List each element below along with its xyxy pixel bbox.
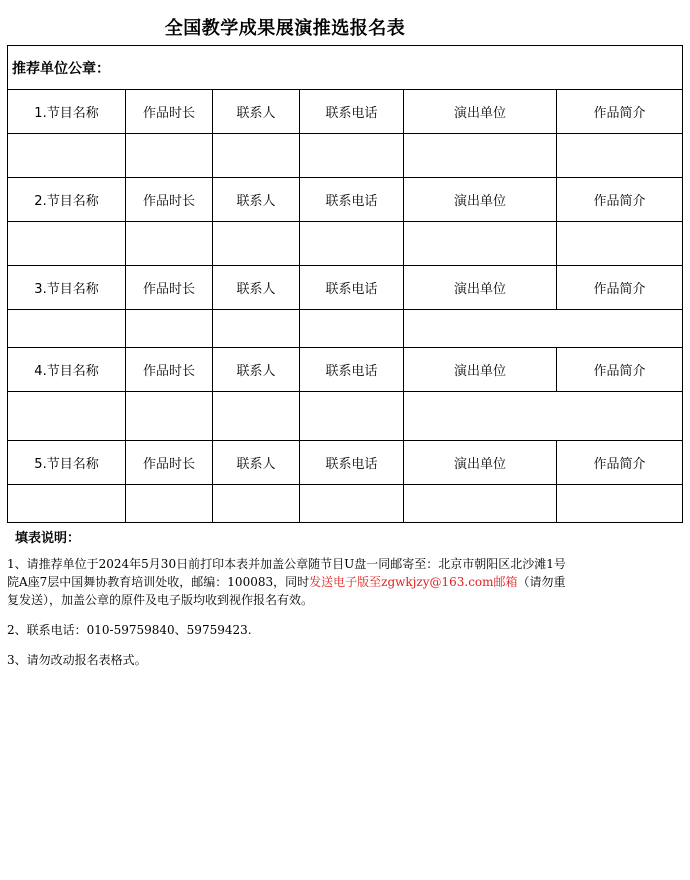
header-row — [8, 348, 683, 392]
phone-header: 联系电话 — [300, 348, 404, 392]
program-name-header: 4.节目名称 — [8, 348, 126, 392]
phone-header: 联系电话 — [300, 441, 404, 485]
instructions — [7, 530, 577, 681]
phone-field[interactable] — [300, 134, 404, 178]
duration-field[interactable] — [126, 392, 213, 441]
duration-header: 作品时长 — [126, 348, 213, 392]
performer-unit-header: 演出单位 — [404, 348, 557, 392]
contact-field[interactable] — [213, 222, 300, 266]
phone-field[interactable] — [300, 310, 404, 348]
performer-unit-header: 演出单位 — [404, 266, 557, 310]
contact-header: 联系人 — [213, 266, 300, 310]
intro-header: 作品简介 — [557, 441, 683, 485]
entry-row — [8, 485, 683, 523]
entry-row — [8, 310, 683, 348]
program-name-field[interactable] — [8, 485, 126, 523]
duration-field[interactable] — [126, 485, 213, 523]
contact-field[interactable] — [213, 134, 300, 178]
performer-unit-field[interactable] — [404, 222, 557, 266]
performer-unit-intro-field[interactable] — [404, 310, 683, 348]
contact-header: 联系人 — [213, 178, 300, 222]
program-name-field[interactable] — [8, 134, 126, 178]
contact-field[interactable] — [213, 310, 300, 348]
program-name-header: 1.节目名称 — [8, 90, 126, 134]
phone-header: 联系电话 — [300, 266, 404, 310]
contact-header: 联系人 — [213, 90, 300, 134]
form-title: 全国教学成果展演推选报名表 — [164, 18, 406, 39]
contact-field[interactable] — [213, 392, 300, 441]
duration-field[interactable] — [126, 310, 213, 348]
instruction-1-text: 1、请推荐单位于2024年5月30日前打印本表并加盖公章随节目U盘一同邮寄至：北京市朝阳区北沙滩1号院A座7层中国舞协教育培训处收，邮编：100083，同时 — [7, 557, 566, 589]
program-name-header: 2.节目名称 — [8, 178, 126, 222]
entry-row — [8, 134, 683, 178]
duration-field[interactable] — [126, 222, 213, 266]
contact-header: 联系人 — [213, 348, 300, 392]
header-row — [8, 441, 683, 485]
instruction-item-1 — [7, 555, 577, 609]
phone-header: 联系电话 — [300, 90, 404, 134]
performer-unit-header: 演出单位 — [404, 178, 557, 222]
program-name-header: 3.节目名称 — [8, 266, 126, 310]
seal-label: 推荐单位公章： — [8, 46, 683, 90]
intro-field[interactable] — [557, 485, 683, 523]
program-name-field[interactable] — [8, 222, 126, 266]
instruction-item-2: 2、联系电话：010-59759840、59759423. — [7, 623, 252, 637]
duration-header: 作品时长 — [126, 266, 213, 310]
email-instruction: 发送电子版至zgwkjzy@163.com邮箱 — [309, 575, 518, 589]
instruction-1-tail: （请勿重复发送），加盖公章的原件及电子版均收到视作报名有效。 — [7, 575, 566, 607]
performer-unit-field[interactable] — [404, 134, 557, 178]
entry-row — [8, 222, 683, 266]
performer-unit-field[interactable] — [404, 485, 557, 523]
performer-unit-intro-field[interactable] — [404, 392, 683, 441]
intro-field[interactable] — [557, 134, 683, 178]
header-row — [8, 266, 683, 310]
duration-header: 作品时长 — [126, 178, 213, 222]
performer-unit-header: 演出单位 — [404, 441, 557, 485]
phone-field[interactable] — [300, 392, 404, 441]
intro-header: 作品简介 — [557, 178, 683, 222]
header-row — [8, 90, 683, 134]
header-row — [8, 178, 683, 222]
intro-header: 作品简介 — [557, 266, 683, 310]
intro-header: 作品简介 — [557, 90, 683, 134]
duration-header: 作品时长 — [126, 441, 213, 485]
duration-field[interactable] — [126, 134, 213, 178]
program-name-header: 5.节目名称 — [8, 441, 126, 485]
program-name-field[interactable] — [8, 310, 126, 348]
phone-header: 联系电话 — [300, 178, 404, 222]
intro-field[interactable] — [557, 222, 683, 266]
intro-header: 作品简介 — [557, 348, 683, 392]
registration-table — [7, 45, 683, 523]
instructions-title: 填表说明： — [15, 531, 81, 546]
phone-field[interactable] — [300, 222, 404, 266]
performer-unit-header: 演出单位 — [404, 90, 557, 134]
contact-header: 联系人 — [213, 441, 300, 485]
program-name-field[interactable] — [8, 392, 126, 441]
phone-field[interactable] — [300, 485, 404, 523]
instruction-item-3: 3、请勿改动报名表格式。 — [7, 653, 147, 667]
duration-header: 作品时长 — [126, 90, 213, 134]
contact-field[interactable] — [213, 485, 300, 523]
entry-row — [8, 392, 683, 441]
